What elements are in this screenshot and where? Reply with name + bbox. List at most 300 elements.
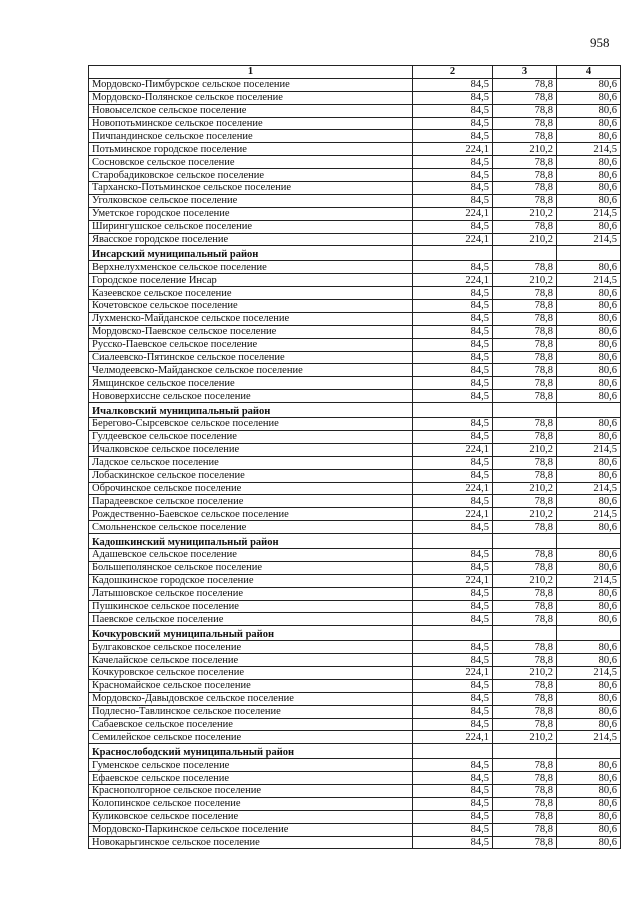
header-col-2: 2: [413, 66, 493, 79]
table-row: [89, 759, 621, 772]
table-row: [89, 561, 621, 574]
table-row: [89, 312, 621, 325]
value-cell-col-3: 78,8: [493, 692, 557, 705]
value-cell-col-3: 78,8: [493, 641, 557, 654]
value-cell-col-4: 80,6: [557, 823, 621, 836]
settlement-name-cell: Мордовско-Паркинское сельское поселение: [89, 823, 413, 836]
value-cell-col-2: [413, 403, 493, 418]
value-cell-col-4: 214,5: [557, 482, 621, 495]
settlement-name-cell: Ичалковское сельское поселение: [89, 443, 413, 456]
settlement-name-cell: Берегово-Сырсевское сельское поселение: [89, 418, 413, 431]
value-cell-col-4: 80,6: [557, 390, 621, 403]
value-cell-col-3: 78,8: [493, 78, 557, 91]
settlement-name-cell: Кочкуровский муниципальный район: [89, 626, 413, 641]
settlement-name-cell: Куликовское сельское поселение: [89, 810, 413, 823]
value-cell-col-3: 78,8: [493, 338, 557, 351]
value-cell-col-4: 80,6: [557, 325, 621, 338]
district-header-row: [89, 626, 621, 641]
value-cell-col-3: 78,8: [493, 261, 557, 274]
table-row: [89, 443, 621, 456]
value-cell-col-4: 80,6: [557, 641, 621, 654]
table-row: [89, 169, 621, 182]
value-cell-col-2: 84,5: [413, 91, 493, 104]
district-header-row: [89, 744, 621, 759]
settlement-name-cell: Большеполянское сельское поселение: [89, 561, 413, 574]
value-cell-col-4: 80,6: [557, 521, 621, 534]
value-cell-col-2: 84,5: [413, 418, 493, 431]
value-cell-col-3: 210,2: [493, 143, 557, 156]
table-row: [89, 418, 621, 431]
value-cell-col-4: 80,6: [557, 287, 621, 300]
settlement-name-cell: Оброчинское сельское поселение: [89, 482, 413, 495]
settlement-name-cell: Паевское сельское поселение: [89, 613, 413, 626]
value-cell-col-3: 78,8: [493, 797, 557, 810]
table-row: [89, 351, 621, 364]
table-row: [89, 91, 621, 104]
value-cell-col-4: 80,6: [557, 430, 621, 443]
table-row: [89, 130, 621, 143]
settlement-name-cell: Гуменское сельское поселение: [89, 759, 413, 772]
table-row: [89, 654, 621, 667]
value-cell-col-2: 84,5: [413, 261, 493, 274]
value-cell-col-3: 78,8: [493, 351, 557, 364]
settlement-name-cell: Мордовско-Полянское сельское поселение: [89, 91, 413, 104]
value-cell-col-2: 84,5: [413, 613, 493, 626]
settlement-name-cell: Пушкинское сельское поселение: [89, 600, 413, 613]
value-cell-col-2: 84,5: [413, 194, 493, 207]
value-cell-col-4: [557, 246, 621, 261]
settlement-name-cell: Рождественно-Баевское сельское поселение: [89, 508, 413, 521]
table-row: [89, 261, 621, 274]
table-row: [89, 613, 621, 626]
value-cell-col-2: [413, 626, 493, 641]
value-cell-col-3: 78,8: [493, 300, 557, 313]
value-cell-col-3: 78,8: [493, 600, 557, 613]
table-row: [89, 287, 621, 300]
value-cell-col-4: [557, 534, 621, 549]
header-col-3: 3: [493, 66, 557, 79]
value-cell-col-3: 78,8: [493, 654, 557, 667]
table-row: [89, 587, 621, 600]
value-cell-col-2: 84,5: [413, 169, 493, 182]
value-cell-col-2: 224,1: [413, 274, 493, 287]
value-cell-col-2: 224,1: [413, 731, 493, 744]
value-cell-col-4: 80,6: [557, 600, 621, 613]
value-cell-col-4: [557, 744, 621, 759]
value-cell-col-4: 80,6: [557, 156, 621, 169]
settlement-name-cell: Потьминское городское поселение: [89, 143, 413, 156]
value-cell-col-2: [413, 246, 493, 261]
table-row: [89, 233, 621, 246]
value-cell-col-3: 78,8: [493, 836, 557, 849]
table-row: [89, 731, 621, 744]
settlement-name-cell: Городское поселение Инсар: [89, 274, 413, 287]
value-cell-col-3: 78,8: [493, 772, 557, 785]
value-cell-col-4: 80,6: [557, 418, 621, 431]
settlement-name-cell: Краснослободский муниципальный район: [89, 744, 413, 759]
value-cell-col-4: 80,6: [557, 104, 621, 117]
value-cell-col-3: 78,8: [493, 679, 557, 692]
value-cell-col-2: 224,1: [413, 207, 493, 220]
value-cell-col-4: 80,6: [557, 692, 621, 705]
value-cell-col-3: 210,2: [493, 443, 557, 456]
value-cell-col-3: 78,8: [493, 430, 557, 443]
value-cell-col-2: 84,5: [413, 521, 493, 534]
district-header-row: [89, 534, 621, 549]
value-cell-col-3: 78,8: [493, 469, 557, 482]
settlement-name-cell: Новокарьгинское сельское поселение: [89, 836, 413, 849]
table-row: [89, 364, 621, 377]
table-row: [89, 548, 621, 561]
table-row: [89, 430, 621, 443]
table-row: [89, 836, 621, 849]
table-row: [89, 377, 621, 390]
value-cell-col-3: 78,8: [493, 325, 557, 338]
value-cell-col-4: 80,6: [557, 469, 621, 482]
settlement-name-cell: Адашевское сельское поселение: [89, 548, 413, 561]
value-cell-col-4: 80,6: [557, 797, 621, 810]
value-cell-col-3: 78,8: [493, 718, 557, 731]
value-cell-col-4: 80,6: [557, 759, 621, 772]
header-col-1: 1: [89, 66, 413, 79]
value-cell-col-2: 224,1: [413, 233, 493, 246]
table-row: [89, 300, 621, 313]
value-cell-col-2: 84,5: [413, 641, 493, 654]
value-cell-col-4: 80,6: [557, 587, 621, 600]
table-row: [89, 810, 621, 823]
value-cell-col-4: 80,6: [557, 91, 621, 104]
table-row: [89, 469, 621, 482]
value-cell-col-3: 78,8: [493, 390, 557, 403]
value-cell-col-2: 84,5: [413, 377, 493, 390]
value-cell-col-2: 224,1: [413, 574, 493, 587]
value-cell-col-2: 84,5: [413, 312, 493, 325]
settlement-name-cell: Ефаевское сельское поселение: [89, 772, 413, 785]
value-cell-col-4: 80,6: [557, 78, 621, 91]
value-cell-col-2: 84,5: [413, 810, 493, 823]
value-cell-col-2: 84,5: [413, 718, 493, 731]
value-cell-col-4: 80,6: [557, 169, 621, 182]
settlement-name-cell: Парадеевское сельское поселение: [89, 495, 413, 508]
table-row: [89, 182, 621, 195]
value-cell-col-2: 224,1: [413, 666, 493, 679]
table-row: [89, 641, 621, 654]
table-row: [89, 679, 621, 692]
settlement-name-cell: Кочетовское сельское поселение: [89, 300, 413, 313]
settlement-name-cell: Уметское городское поселение: [89, 207, 413, 220]
settlement-name-cell: Кадошкинское городское поселение: [89, 574, 413, 587]
value-cell-col-3: 78,8: [493, 495, 557, 508]
value-cell-col-2: 84,5: [413, 561, 493, 574]
settlement-name-cell: Сосновское сельское поселение: [89, 156, 413, 169]
settlement-name-cell: Тарханско-Потьминское сельское поселение: [89, 182, 413, 195]
value-cell-col-3: 210,2: [493, 233, 557, 246]
table-row: [89, 600, 621, 613]
settlement-name-cell: Пичпандинское сельское поселение: [89, 130, 413, 143]
settlement-name-cell: Кадошкинский муниципальный район: [89, 534, 413, 549]
value-cell-col-2: 84,5: [413, 430, 493, 443]
value-cell-col-3: 210,2: [493, 274, 557, 287]
settlement-name-cell: Лухменско-Майданское сельское поселение: [89, 312, 413, 325]
value-cell-col-2: 84,5: [413, 390, 493, 403]
table-header-row: [89, 66, 621, 79]
table-row: [89, 772, 621, 785]
value-cell-col-4: 80,6: [557, 456, 621, 469]
table-row: [89, 718, 621, 731]
settlement-name-cell: Колопинское сельское поселение: [89, 797, 413, 810]
settlement-name-cell: Инсарский муниципальный район: [89, 246, 413, 261]
value-cell-col-3: 78,8: [493, 104, 557, 117]
value-cell-col-2: 224,1: [413, 143, 493, 156]
table-row: [89, 274, 621, 287]
value-cell-col-4: 80,6: [557, 654, 621, 667]
value-cell-col-3: 78,8: [493, 364, 557, 377]
value-cell-col-3: 78,8: [493, 418, 557, 431]
value-cell-col-4: 80,6: [557, 718, 621, 731]
value-cell-col-3: 78,8: [493, 587, 557, 600]
value-cell-col-4: 214,5: [557, 508, 621, 521]
data-table: [88, 65, 621, 849]
value-cell-col-4: 214,5: [557, 143, 621, 156]
value-cell-col-3: 78,8: [493, 194, 557, 207]
value-cell-col-3: 78,8: [493, 156, 557, 169]
value-cell-col-2: [413, 534, 493, 549]
value-cell-col-4: 80,6: [557, 705, 621, 718]
value-cell-col-2: 84,5: [413, 679, 493, 692]
page-number: 958: [590, 35, 610, 50]
value-cell-col-2: 84,5: [413, 338, 493, 351]
table-row: [89, 78, 621, 91]
settlement-name-cell: Ямщинское сельское поселение: [89, 377, 413, 390]
header-col-4: 4: [557, 66, 621, 79]
district-header-row: [89, 403, 621, 418]
value-cell-col-4: 80,6: [557, 130, 621, 143]
table-row: [89, 692, 621, 705]
value-cell-col-3: 78,8: [493, 312, 557, 325]
value-cell-col-2: 84,5: [413, 692, 493, 705]
table-row: [89, 705, 621, 718]
settlement-name-cell: Новопотьминское сельское поселение: [89, 117, 413, 130]
table-row: [89, 797, 621, 810]
value-cell-col-2: 84,5: [413, 156, 493, 169]
value-cell-col-2: [413, 744, 493, 759]
value-cell-col-2: 84,5: [413, 587, 493, 600]
value-cell-col-2: 84,5: [413, 220, 493, 233]
value-cell-col-3: 210,2: [493, 482, 557, 495]
value-cell-col-4: [557, 626, 621, 641]
table-row: [89, 338, 621, 351]
value-cell-col-4: 80,6: [557, 810, 621, 823]
value-cell-col-2: 84,5: [413, 772, 493, 785]
value-cell-col-2: 224,1: [413, 508, 493, 521]
table-row: [89, 390, 621, 403]
value-cell-col-2: 84,5: [413, 130, 493, 143]
value-cell-col-4: 80,6: [557, 836, 621, 849]
value-cell-col-3: [493, 534, 557, 549]
value-cell-col-2: 84,5: [413, 456, 493, 469]
table-row: [89, 207, 621, 220]
settlement-name-cell: Булгаковское сельское поселение: [89, 641, 413, 654]
value-cell-col-3: [493, 246, 557, 261]
table-row: [89, 220, 621, 233]
value-cell-col-3: 78,8: [493, 561, 557, 574]
value-cell-col-4: 214,5: [557, 207, 621, 220]
settlement-name-cell: Сабаевское сельское поселение: [89, 718, 413, 731]
value-cell-col-4: [557, 403, 621, 418]
value-cell-col-3: 78,8: [493, 810, 557, 823]
value-cell-col-3: 78,8: [493, 613, 557, 626]
table-row: [89, 823, 621, 836]
value-cell-col-2: 84,5: [413, 469, 493, 482]
value-cell-col-3: 78,8: [493, 705, 557, 718]
settlement-name-cell: Русско-Паевское сельское поселение: [89, 338, 413, 351]
value-cell-col-3: [493, 626, 557, 641]
table-row: [89, 482, 621, 495]
value-cell-col-3: 210,2: [493, 731, 557, 744]
value-cell-col-3: 78,8: [493, 130, 557, 143]
value-cell-col-4: 214,5: [557, 443, 621, 456]
value-cell-col-2: 84,5: [413, 117, 493, 130]
settlement-name-cell: Мордовско-Пимбурское сельское поселение: [89, 78, 413, 91]
table-row: [89, 784, 621, 797]
value-cell-col-2: 84,5: [413, 182, 493, 195]
value-cell-col-4: 80,6: [557, 351, 621, 364]
settlement-name-cell: Старобадиковское сельское поселение: [89, 169, 413, 182]
settlement-name-cell: Смольненское сельское поселение: [89, 521, 413, 534]
table-body: [89, 78, 621, 849]
settlement-name-cell: Казеевское сельское поселение: [89, 287, 413, 300]
settlement-name-cell: Ичалковский муниципальный район: [89, 403, 413, 418]
value-cell-col-3: 210,2: [493, 207, 557, 220]
value-cell-col-3: 78,8: [493, 456, 557, 469]
settlement-name-cell: Уголковское сельское поселение: [89, 194, 413, 207]
value-cell-col-4: 80,6: [557, 312, 621, 325]
value-cell-col-4: 80,6: [557, 338, 621, 351]
value-cell-col-4: 80,6: [557, 772, 621, 785]
table-row: [89, 666, 621, 679]
value-cell-col-2: 224,1: [413, 443, 493, 456]
value-cell-col-2: 84,5: [413, 823, 493, 836]
value-cell-col-4: 80,6: [557, 561, 621, 574]
value-cell-col-4: 80,6: [557, 117, 621, 130]
value-cell-col-4: 80,6: [557, 377, 621, 390]
value-cell-col-2: 84,5: [413, 300, 493, 313]
value-cell-col-3: 210,2: [493, 508, 557, 521]
value-cell-col-2: 84,5: [413, 548, 493, 561]
settlement-name-cell: Явасское городское поселение: [89, 233, 413, 246]
value-cell-col-3: 78,8: [493, 117, 557, 130]
value-cell-col-4: 80,6: [557, 182, 621, 195]
value-cell-col-3: [493, 403, 557, 418]
table-row: [89, 508, 621, 521]
value-cell-col-4: 80,6: [557, 364, 621, 377]
value-cell-col-4: 80,6: [557, 220, 621, 233]
settlement-name-cell: Гулдеевское сельское поселение: [89, 430, 413, 443]
settlement-name-cell: Челмодеевско-Майданское сельское поселение: [89, 364, 413, 377]
settlement-name-cell: Новоыселское сельское поселение: [89, 104, 413, 117]
value-cell-col-2: 84,5: [413, 287, 493, 300]
value-cell-col-3: 78,8: [493, 784, 557, 797]
value-cell-col-3: 78,8: [493, 287, 557, 300]
settlement-name-cell: Ладское сельское поселение: [89, 456, 413, 469]
value-cell-col-2: 84,5: [413, 78, 493, 91]
settlement-name-cell: Качелайское сельское поселение: [89, 654, 413, 667]
value-cell-col-4: 214,5: [557, 574, 621, 587]
value-cell-col-4: 80,6: [557, 613, 621, 626]
settlement-name-cell: Кочкуровское сельское поселение: [89, 666, 413, 679]
value-cell-col-3: [493, 744, 557, 759]
value-cell-col-3: 210,2: [493, 574, 557, 587]
value-cell-col-4: 214,5: [557, 731, 621, 744]
value-cell-col-3: 210,2: [493, 666, 557, 679]
value-cell-col-4: 80,6: [557, 300, 621, 313]
table-row: [89, 117, 621, 130]
value-cell-col-3: 78,8: [493, 169, 557, 182]
table-row: [89, 574, 621, 587]
settlement-name-cell: Нововерхиссне сельское поселение: [89, 390, 413, 403]
value-cell-col-3: 78,8: [493, 377, 557, 390]
settlement-name-cell: Подлесно-Тавлинское сельское поселение: [89, 705, 413, 718]
settlement-name-cell: Латышовское сельское поселение: [89, 587, 413, 600]
value-cell-col-2: 84,5: [413, 325, 493, 338]
value-cell-col-2: 84,5: [413, 784, 493, 797]
settlement-name-cell: Краснополгорное сельское поселение: [89, 784, 413, 797]
value-cell-col-2: 84,5: [413, 104, 493, 117]
value-cell-col-2: 84,5: [413, 797, 493, 810]
value-cell-col-4: 214,5: [557, 666, 621, 679]
settlement-name-cell: Верхнелухменское сельское поселение: [89, 261, 413, 274]
value-cell-col-4: 214,5: [557, 233, 621, 246]
settlement-name-cell: Семилейское сельское поселение: [89, 731, 413, 744]
table-row: [89, 495, 621, 508]
value-cell-col-4: 80,6: [557, 194, 621, 207]
value-cell-col-4: 80,6: [557, 679, 621, 692]
value-cell-col-2: 84,5: [413, 705, 493, 718]
value-cell-col-4: 80,6: [557, 548, 621, 561]
table-row: [89, 104, 621, 117]
table-row: [89, 325, 621, 338]
value-cell-col-2: 84,5: [413, 836, 493, 849]
value-cell-col-3: 78,8: [493, 182, 557, 195]
value-cell-col-2: 84,5: [413, 654, 493, 667]
value-cell-col-2: 84,5: [413, 351, 493, 364]
settlement-name-cell: Ширингушское сельское поселение: [89, 220, 413, 233]
settlement-name-cell: Красномайское сельское поселение: [89, 679, 413, 692]
value-cell-col-4: 80,6: [557, 495, 621, 508]
value-cell-col-2: 84,5: [413, 759, 493, 772]
table-row: [89, 156, 621, 169]
table-row: [89, 521, 621, 534]
settlement-name-cell: Мордовско-Давыдовское сельское поселение: [89, 692, 413, 705]
value-cell-col-4: 80,6: [557, 784, 621, 797]
table-row: [89, 456, 621, 469]
value-cell-col-2: 84,5: [413, 495, 493, 508]
table-row: [89, 194, 621, 207]
table-row: [89, 143, 621, 156]
settlement-name-cell: Мордовско-Паевское сельское поселение: [89, 325, 413, 338]
value-cell-col-2: 84,5: [413, 600, 493, 613]
value-cell-col-3: 78,8: [493, 521, 557, 534]
value-cell-col-3: 78,8: [493, 91, 557, 104]
value-cell-col-3: 78,8: [493, 759, 557, 772]
value-cell-col-3: 78,8: [493, 220, 557, 233]
value-cell-col-3: 78,8: [493, 823, 557, 836]
value-cell-col-2: 224,1: [413, 482, 493, 495]
value-cell-col-4: 214,5: [557, 274, 621, 287]
value-cell-col-2: 84,5: [413, 364, 493, 377]
value-cell-col-4: 80,6: [557, 261, 621, 274]
value-cell-col-3: 78,8: [493, 548, 557, 561]
